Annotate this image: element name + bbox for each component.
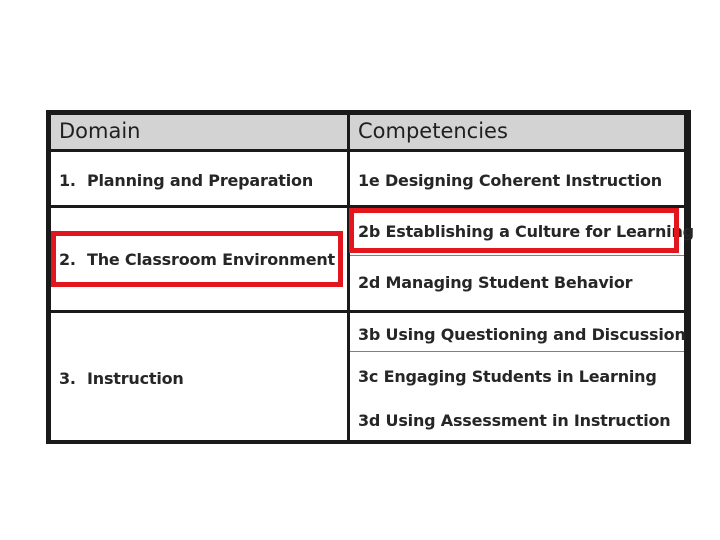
header-competencies-label: Competencies xyxy=(358,119,508,143)
competency-3b: 3b Using Questioning and Discussion xyxy=(358,325,686,344)
row-1-number: 1. xyxy=(59,171,76,190)
header-cell-domain xyxy=(51,115,347,149)
competency-2d: 2d Managing Student Behavior xyxy=(358,273,633,292)
highlight-box-culture-for-learning xyxy=(349,208,679,253)
competency-1e: 1e Designing Coherent Instruction xyxy=(358,171,662,190)
table-row-3-domain xyxy=(51,313,347,440)
competency-3c: 3c Engaging Students in Learning xyxy=(358,367,657,386)
row-3-domain-label: Instruction xyxy=(87,369,184,388)
header-cell-competencies xyxy=(350,115,684,149)
row-1-domain-label: Planning and Preparation xyxy=(87,171,314,190)
row-2-number: 2. xyxy=(59,250,76,269)
header-domain-label: Domain xyxy=(59,119,141,143)
row-3-domain-text xyxy=(59,369,184,388)
competency-divider xyxy=(350,255,684,256)
table-row-3-competencies xyxy=(350,313,684,440)
row-3-number: 3. xyxy=(59,369,76,388)
row-2-domain-label: The Classroom Environment xyxy=(87,250,335,269)
competency-divider xyxy=(350,351,684,352)
table-row-1-domain xyxy=(51,152,347,205)
competency-3d: 3d Using Assessment in Instruction xyxy=(358,411,671,430)
highlight-box-classroom-environment xyxy=(51,231,343,287)
table-row-1-competencies xyxy=(350,152,684,205)
competency-2b: 2b Establishing a Culture for Learning xyxy=(358,222,694,241)
row-1-domain-text xyxy=(59,171,313,190)
